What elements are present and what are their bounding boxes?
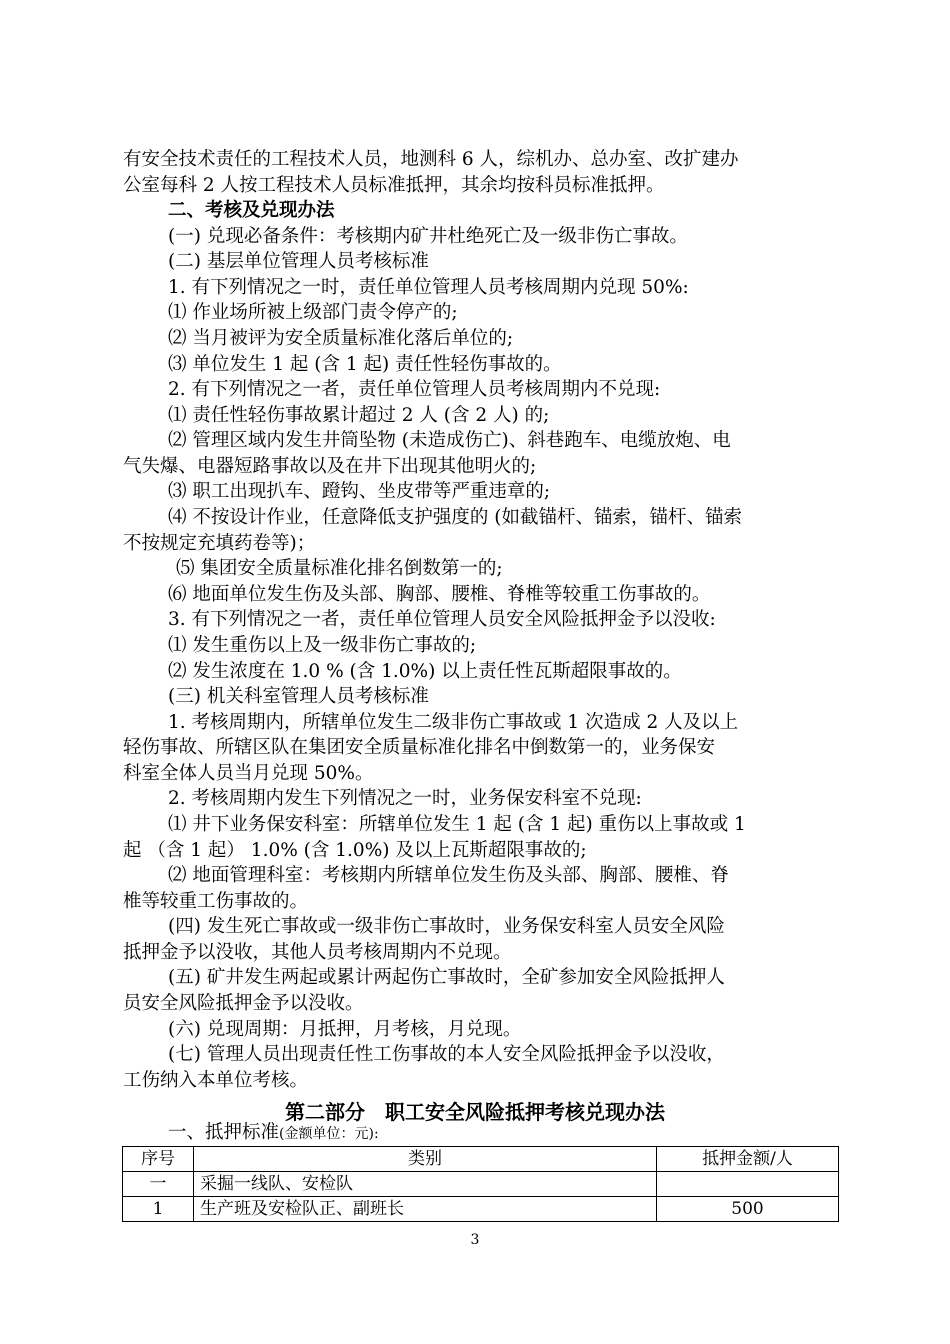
- paragraph-line: 2. 考核周期内发生下列情况之一时，业务保安科室不兑现:: [168, 788, 642, 810]
- paragraph-line: 2. 有下列情况之一者，责任单位管理人员考核周期内不兑现:: [168, 379, 661, 401]
- paragraph-line: 抵押金予以没收，其他人员考核周期内不兑现。: [123, 941, 512, 963]
- paragraph-line: 公室每科 2 人按工程技术人员标准抵押，其余均按科员标准抵押。: [123, 174, 665, 196]
- sub-heading-note: (金额单位：元):: [279, 1125, 379, 1142]
- sub-heading-row: [168, 1120, 888, 1147]
- list-item: ⑴ 责任性轻伤事故累计超过 2 人 (含 2 人) 的;: [168, 404, 550, 426]
- table-header-cell: 抵押金额/人: [657, 1146, 839, 1171]
- paragraph-line: 员安全风险抵押金予以没收。: [123, 993, 364, 1015]
- list-item: ⑶ 单位发生 1 起 (含 1 起) 责任性轻伤事故的。: [168, 353, 562, 375]
- list-item: ⑷ 不按设计作业，任意降低支护强度的 (如截锚杆、锚索，锚杆、锚索: [168, 507, 742, 529]
- paragraph-line: 3. 有下列情况之一者，责任单位管理人员安全风险抵押金予以没收:: [168, 609, 716, 631]
- table-cell: [657, 1171, 839, 1196]
- list-item: ⑵ 管理区域内发生井筒坠物 (未造成伤亡)、斜巷跑车、电缆放炮、电: [168, 430, 731, 452]
- table-cell: 生产班及安检队正、副班长: [194, 1196, 657, 1221]
- list-item: ⑴ 井下业务保安科室：所辖单位发生 1 起 (含 1 起) 重伤以上事故或 1: [168, 813, 746, 835]
- subsection-heading: (二) 基层单位管理人员考核标准: [168, 251, 429, 273]
- paragraph-line: (六) 兑现周期：月抵押，月考核，月兑现。: [168, 1018, 522, 1040]
- paragraph-line: 不按规定充填药卷等)；: [123, 532, 316, 554]
- list-item: ⑴ 发生重伤以上及一级非伤亡事故的;: [168, 634, 477, 656]
- paragraph-line: 工伤纳入本单位考核。: [123, 1069, 309, 1091]
- list-item: ⑵ 地面管理科室：考核期内所辖单位发生伤及头部、胸部、腰椎、脊: [168, 865, 729, 887]
- sub-heading: 一、抵押标准: [168, 1121, 280, 1143]
- table-row: [123, 1171, 839, 1196]
- paragraph-line: 科室全体人员当月兑现 50%。: [123, 762, 374, 784]
- table-header-row: [123, 1146, 839, 1171]
- paragraph-line: 1. 有下列情况之一时，责任单位管理人员考核周期内兑现 50%:: [168, 276, 689, 298]
- paragraph-line: (五) 矿井发生两起或累计两起伤亡事故时，全矿参加安全风险抵押人: [168, 967, 725, 989]
- paragraph-line: 轻伤事故、所辖区队在集团安全质量标准化排名中倒数第一的，业务保安: [123, 737, 716, 759]
- subsection-heading: (三) 机关科室管理人员考核标准: [168, 686, 429, 708]
- paragraph-line: 椎等较重工伤事故的。: [123, 890, 309, 912]
- paragraph-line: 有安全技术责任的工程技术人员，地测科 6 人，综机办、总办室、改扩建办: [123, 149, 739, 170]
- table-header-cell: 序号: [123, 1146, 194, 1171]
- deposit-standard-table: [122, 1146, 839, 1222]
- paragraph-line: (四) 发生死亡事故或一级非伤亡事故时，业务保安科室人员安全风险: [168, 916, 725, 938]
- paragraph-line: 起 （含 1 起） 1.0% (含 1.0%) 及以上瓦斯超限事故的;: [123, 839, 587, 861]
- table-header-cell: 类别: [194, 1146, 657, 1171]
- paragraph-line: (七) 管理人员出现责任性工伤事故的本人安全风险抵押金予以没收，: [168, 1044, 725, 1066]
- list-item: ⑵ 发生浓度在 1.0 % (含 1.0%) 以上责任性瓦斯超限事故的。: [168, 660, 682, 682]
- paragraph-line: 1. 考核周期内，所辖单位发生二级非伤亡事故或 1 次造成 2 人及以上: [168, 711, 739, 733]
- list-item: ⑵ 当月被评为安全质量标准化落后单位的;: [168, 328, 514, 350]
- table-cell: 一: [123, 1171, 194, 1196]
- table-row: [123, 1196, 839, 1221]
- page-number: 3: [470, 1232, 480, 1248]
- paragraph-line: (一) 兑现必备条件：考核期内矿井杜绝死亡及一级非伤亡事故。: [168, 225, 688, 247]
- table-cell: 采掘一线队、安检队: [194, 1171, 657, 1196]
- paragraph-line: 气失爆、电器短路事故以及在井下出现其他明火的;: [123, 455, 537, 477]
- list-item: ⑸ 集团安全质量标准化排名倒数第一的;: [176, 558, 503, 580]
- table-cell: 1: [123, 1196, 194, 1221]
- list-item: ⑴ 作业场所被上级部门责令停产的;: [168, 302, 458, 324]
- list-item: ⑹ 地面单位发生伤及头部、胸部、腰椎、脊椎等较重工伤事故的。: [168, 583, 711, 605]
- table-cell: 500: [657, 1196, 839, 1221]
- list-item: ⑶ 职工出现扒车、蹬钩、坐皮带等严重违章的;: [168, 481, 551, 503]
- section-heading: 二、考核及兑现办法: [168, 200, 335, 222]
- section-title: 第二部分 职工安全风险抵押考核兑现办法: [285, 1099, 665, 1124]
